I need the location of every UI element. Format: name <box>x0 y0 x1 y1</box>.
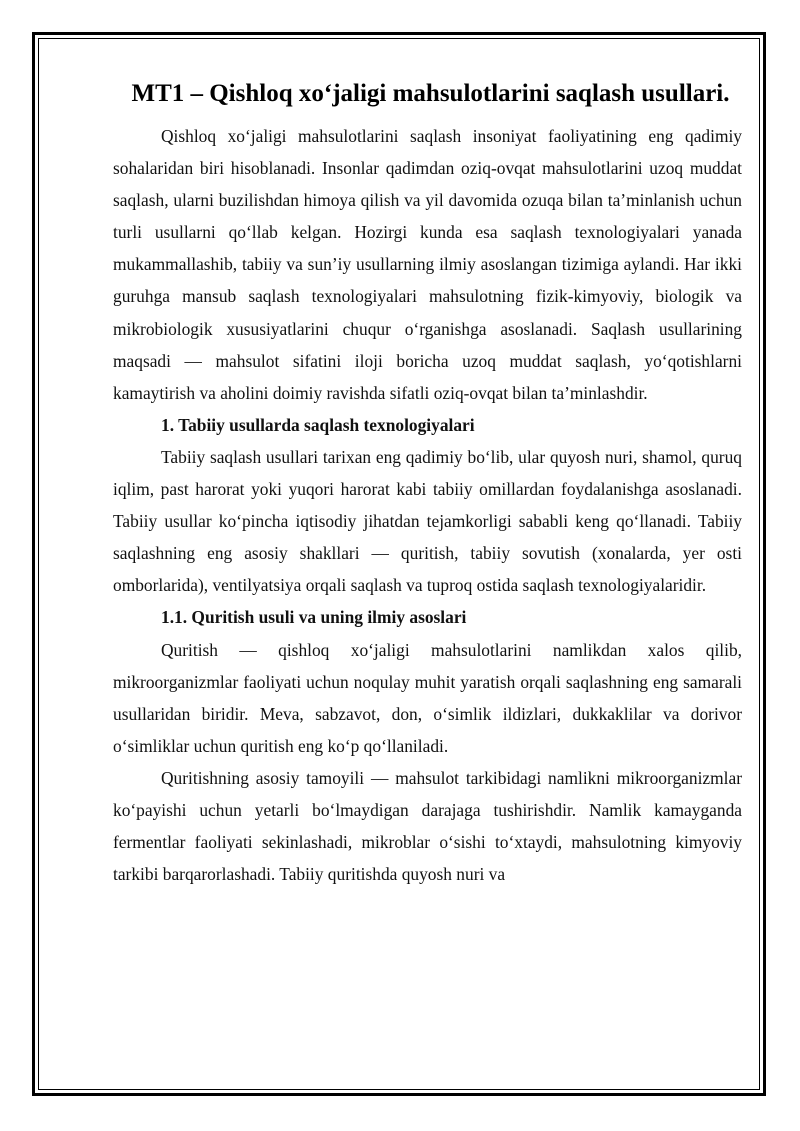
section-heading-natural-storage: 1. Tabiiy usullarda saqlash texnologiyalari <box>161 414 475 435</box>
natural-storage-paragraph: Tabiiy saqlash usullari tarixan eng qadimiy bo‘lib, ular quyosh nuri, shamol, quruq iqlim, past harorat yoki yuqori harorat kabi tabiiy omillardan foydalanishga asoslanadi. Tabiiy usullar ko‘pincha iqtisodiy jihatdan tejamkorligi sababli keng qo‘llanadi. Tabiiy saqlashning eng asosiy shakllari — quritish, tabiiy sovutish (xonalarda, yer osti omborlarida), ventilyatsiya orqali saqlash va tuproq ostida saqlash texnologiyalaridir. <box>113 446 742 596</box>
document-body <box>113 70 742 890</box>
drying-paragraph-2: Quritishning asosiy tamoyili — mahsulot tarkibidagi namlikni mikroorganizmlar ko‘payishi uchun yetarli bo‘lmaydigan darajaga tushirishdir. Namlik kamayganda fermentlar faoliyati sekinlashadi, mikroblar o‘sishi to‘xtaydi, mahsulotning kimyoviy tarkibi barqarorlashadi. Tabiiy quritishda quyosh nuri va <box>113 767 742 885</box>
section-heading-drying: 1.1. Quritish usuli va uning ilmiy asoslari <box>161 607 467 628</box>
intro-paragraph: Qishloq xo‘jaligi mahsulotlarini saqlash insoniyat faoliyatining eng qadimiy sohalaridan biri hisoblanadi. Insonlar qadimdan oziq-ovqat mahsulotlarini uzoq muddat saqlash, ularni buzilishdan himoya qilish va yil davomida ozuqa bilan ta’minlanish uchun turli usullarni qo‘llab kelgan. Hozirgi kunda esa saqlash texnologiyalari yanada mukammallashib, tabiiy va sun’iy usullarning ilmiy asoslangan tizimiga aylandi. Har ikki guruhga mansub saqlash texnologiyalari mahsulotning fizik-kimyoviy, biologik va mikrobiologik xususiyatlarini chuqur o‘rganishga asoslanadi. Saqlash usullarining maqsadi — mahsulot sifatini iloji boricha uzoq muddat saqlash, yo‘qotishlarni kamaytirish va aholini doimiy ravishda sifatli oziq-ovqat bilan ta’minlashdir. <box>113 126 742 403</box>
document-title: MT1 – Qishloq xo‘jaligi mahsulotlarini saqlash usullari. <box>131 80 730 107</box>
drying-paragraph-1: Quritish — qishloq xo‘jaligi mahsulotlarini namlikdan xalos qilib, mikroorganizmlar faoliyati uchun noqulay muhit yaratish orqali saqlashning eng samarali usullaridan biridir. Meva, sabzavot, don, o‘simlik ildizlari, dukkaklilar va dorivor o‘simliklar uchun quritish eng ko‘p qo‘llaniladi. <box>113 639 742 756</box>
